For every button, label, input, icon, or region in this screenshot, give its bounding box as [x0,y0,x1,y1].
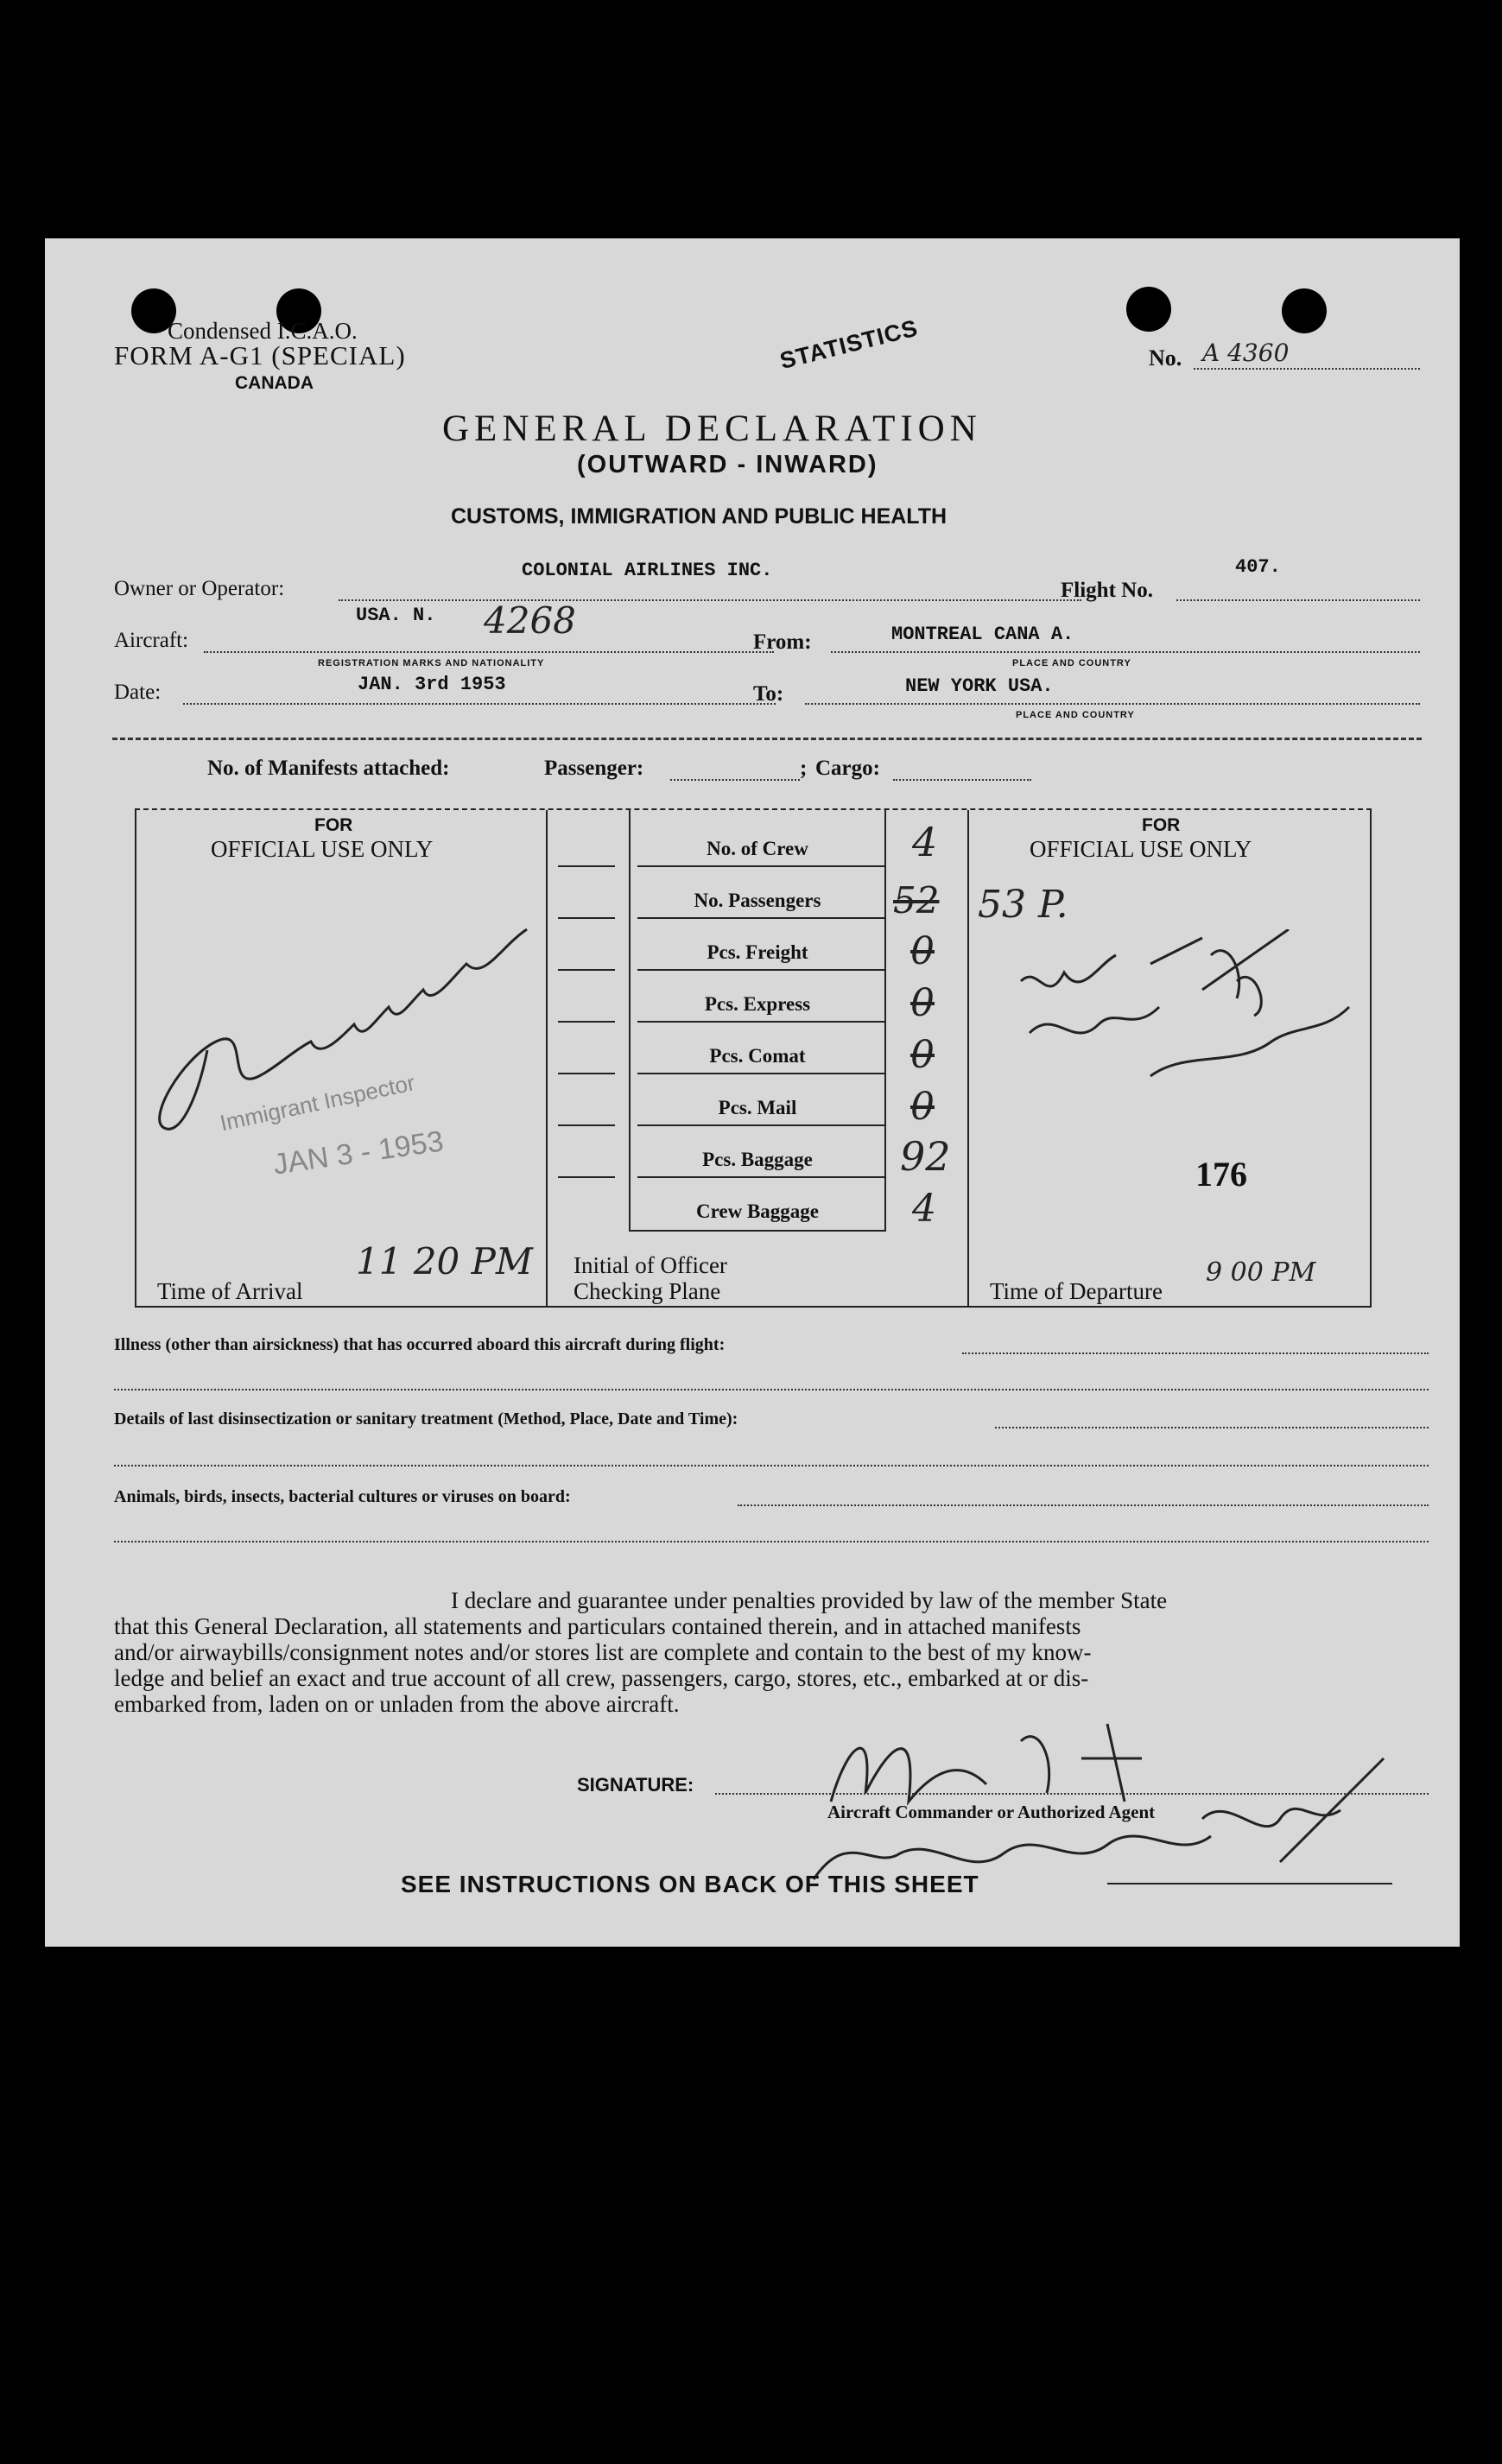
row-line [558,1073,615,1074]
table-col-4 [967,810,969,1308]
footer-instructions: SEE INSTRUCTIONS ON BACK OF THIS SHEET [401,1871,979,1897]
row-label: No. Passengers [694,890,821,911]
form-number-line [1194,368,1420,370]
declaration-line-4: ledge and belief an exact and true account of all crew, passengers, cargo, stores, etc., embarked at or dis- [114,1665,1089,1691]
page-title: GENERAL DECLARATION [442,409,982,449]
immigrant-stamp: Immigrant Inspector [218,1069,417,1137]
time-arrival-value: 11 20 PM [356,1240,533,1283]
table-bottom-border [135,1306,1372,1308]
table-col-2 [629,810,631,1232]
flight-line [1176,599,1420,601]
table-col-3 [884,810,886,1232]
passenger-manifest-line [670,779,800,781]
page-subtitle: (OUTWARD - INWARD) [577,451,878,478]
separator [112,738,1422,740]
to-value: NEW YORK USA. [905,675,1054,697]
row-value: 0 [910,981,935,1025]
row-label: No. of Crew [707,838,808,859]
row-line [637,1073,884,1074]
for-label-left: FOR [314,815,353,835]
disinsect-line-2 [114,1465,1429,1466]
row-line [637,969,884,971]
form-number-label: No. [1149,345,1182,371]
right-number: 176 [1195,1155,1247,1194]
time-arrival-label: Time of Arrival [157,1278,303,1304]
animals-label: Animals, birds, insects, bacterial cultures or viruses on board: [114,1487,571,1506]
cargo-manifest-label: Cargo: [815,757,880,780]
table-col-1 [546,810,548,1308]
aircraft-line [204,651,774,653]
punch-hole-4 [1282,288,1327,333]
owner-line [339,599,1081,601]
row-value: 0 [910,929,935,973]
row-label: Crew Baggage [695,1200,820,1222]
official-signature-left [147,912,544,1171]
for-label-right: FOR [1142,815,1181,835]
place-caption-from: PLACE AND COUNTRY [1012,658,1131,668]
row-label: Pcs. Mail [718,1097,797,1118]
aircraft-value: USA. N. [356,605,436,626]
row-value: 0 [910,1085,935,1129]
illness-line-2 [114,1389,1429,1390]
row-value: 0 [910,1033,935,1077]
row-line [637,917,884,919]
row-value: 52 [893,879,940,922]
row-line [637,1176,884,1178]
cargo-manifest-line [893,779,1031,781]
row-line [558,917,615,919]
aircraft-label: Aircraft: [114,629,189,652]
official-notes-right [1012,929,1375,1154]
declaration-line-3: and/or airwaybills/consignment notes and/or stores list are complete and contain to the best of my know- [114,1639,1092,1665]
disinsect-label: Details of last disinsectization or sanitary treatment (Method, Place, Date and Time): [114,1409,738,1428]
condensed-label: Condensed I.C.A.O. [168,318,358,344]
row-line [637,1021,884,1023]
owner-label: Owner or Operator: [114,577,285,600]
signature-caption: Aircraft Commander or Authorized Agent [827,1802,1156,1822]
date-line [183,703,776,705]
from-line [831,651,1420,653]
row-label: Pcs. Freight [707,941,808,963]
official-use-left: OFFICIAL USE ONLY [211,836,434,862]
illness-line [962,1352,1429,1354]
initial-officer-label-2: Checking Plane [574,1278,721,1304]
animals-line [738,1504,1429,1506]
passengers-extra: 53 P. [978,883,1068,927]
declaration-line-2: that this General Declaration, all statements and particulars contained therein, and in attached manifests [114,1613,1081,1639]
signature-bottom-line [1107,1883,1392,1884]
illness-label: Illness (other than airsickness) that has occurred aboard this aircraft during flight: [114,1335,726,1354]
country-label: CANADA [235,373,314,393]
row-label: Pcs. Express [704,993,811,1015]
passenger-manifest-label: Passenger: [544,757,644,780]
table-check-bottom [629,1230,884,1232]
row-line [558,1176,615,1178]
row-line [558,969,615,971]
form-label: FORM A-G1 (SPECIAL) [114,340,406,371]
form-number-value: A 4360 [1202,339,1290,367]
row-line [637,865,884,867]
row-label: Pcs. Baggage [702,1149,813,1170]
official-use-right: OFFICIAL USE ONLY [1030,836,1252,862]
row-line [637,1124,884,1126]
declaration-line-5: embarked from, laden on or unladen from the above aircraft. [114,1691,680,1717]
row-line [558,865,615,867]
declaration-line-1: I declare and guarantee under penalties provided by law of the member State [451,1587,1168,1613]
statistics-stamp: STATISTICS [777,314,921,375]
place-caption-to: PLACE AND COUNTRY [1016,710,1135,720]
row-line [558,1124,615,1126]
punch-hole-3 [1126,287,1171,332]
date-value: JAN. 3rd 1953 [358,674,506,695]
flight-label: Flight No. [1061,579,1153,602]
flight-value: 407. [1235,556,1281,578]
registration-caption: REGISTRATION MARKS AND NATIONALITY [318,658,545,668]
disinsect-line [995,1427,1429,1428]
row-value: 4 [912,1187,936,1231]
immigrant-stamp-date: JAN 3 - 1953 [271,1124,446,1181]
initial-officer-label-1: Initial of Officer [574,1252,727,1278]
animals-line-2 [114,1541,1429,1542]
to-label: To: [753,682,784,706]
from-value: MONTREAL CANA A. [891,624,1074,645]
row-value: 4 [912,819,938,865]
declaration-sheet [45,238,1460,1947]
manifests-label: No. of Manifests attached: [207,757,450,780]
aircraft-registration-hand: 4268 [484,599,576,642]
semicolon: ; [800,757,808,780]
time-departure-label: Time of Departure [990,1278,1163,1304]
signature-label: SIGNATURE: [577,1774,694,1796]
date-label: Date: [114,681,162,704]
section-heading: CUSTOMS, IMMIGRATION AND PUBLIC HEALTH [451,504,947,529]
row-line [558,1021,615,1023]
table-left-border [135,810,136,1308]
to-line [805,703,1420,705]
from-label: From: [753,630,812,654]
time-departure-value: 9 00 PM [1206,1257,1316,1288]
owner-value: COLONIAL AIRLINES INC. [522,560,773,581]
row-value: 92 [900,1133,951,1180]
row-label: Pcs. Comat [709,1045,806,1067]
